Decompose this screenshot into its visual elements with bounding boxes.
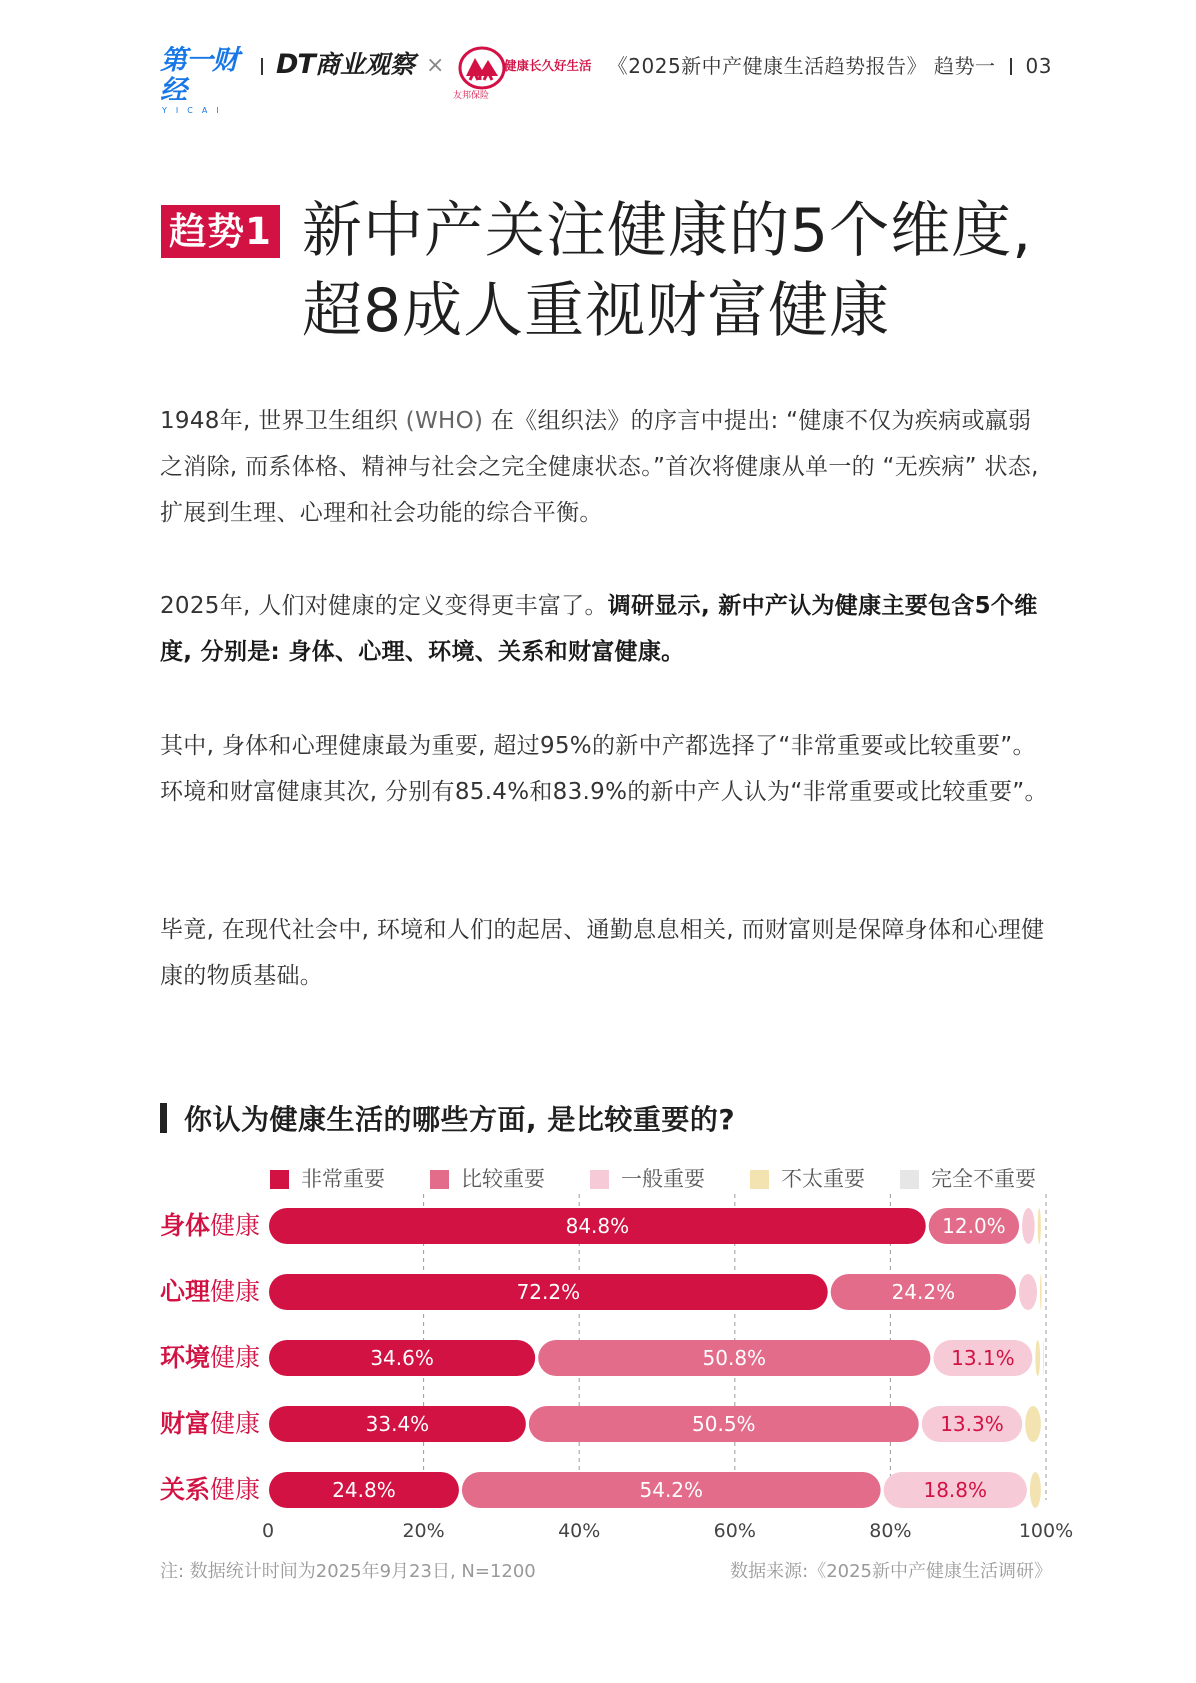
- data-label: 54.2%: [639, 1478, 704, 1502]
- yicai-logo-text: 第一财经: [160, 45, 238, 106]
- data-label: 72.2%: [516, 1280, 581, 1304]
- row-label-hl: 财富: [160, 1409, 211, 1438]
- page-title: [302, 191, 1062, 351]
- x-tick-label: 60%: [713, 1520, 756, 1542]
- data-label: 13.1%: [951, 1346, 1015, 1370]
- chart-source: 数据来源:《2025新中产健康生活调研》: [730, 1561, 1052, 1582]
- legend-swatch: [430, 1170, 449, 1189]
- legend-swatch: [270, 1170, 289, 1189]
- chart-title-marker: [160, 1103, 167, 1133]
- data-label: 33.4%: [365, 1412, 430, 1436]
- dt-logo-text: 商业观察: [314, 50, 415, 79]
- bar-segment: [1019, 1274, 1037, 1310]
- row-label-relationship: [160, 1474, 260, 1506]
- data-label: 13.3%: [940, 1412, 1004, 1436]
- row-label-hl: 环境: [160, 1343, 211, 1372]
- legend-item-important: [430, 1164, 545, 1194]
- row-label-environment: [160, 1342, 260, 1374]
- row-label-hl: 身体: [160, 1211, 211, 1240]
- page-number: 03: [1025, 54, 1052, 78]
- x-tick-label: 100%: [1018, 1520, 1074, 1542]
- p2-bold-text: 调研显示, 新中产认为健康主要包含5个维度, 分别是: 身体、心理、环境、关系和财富健康。: [160, 593, 1038, 665]
- row-label-rest: 健康: [210, 1277, 261, 1306]
- row-label-hl: 心理: [160, 1277, 211, 1306]
- p2-text: 2025年, 人们对健康的定义变得更丰富了。: [160, 593, 608, 619]
- row-label-mind: [160, 1276, 260, 1308]
- bar-segment: [1043, 1340, 1044, 1376]
- chart-note: 注: 数据统计时间为2025年9月23日, N=1200: [160, 1561, 536, 1582]
- paragraph-4: 毕竟, 在现代社会中, 环境和人们的起居、通勤息息相关, 而财富则是保障身体和心理健康的物质基础。: [160, 917, 1045, 989]
- data-label: 50.8%: [702, 1346, 767, 1370]
- row-label-rest: 健康: [210, 1211, 261, 1240]
- data-label: 50.5%: [692, 1412, 756, 1436]
- trend-badge: 趋势1: [161, 205, 280, 258]
- bar-segment: [1025, 1406, 1041, 1442]
- page-title-line-2: 超8成人重视财富健康: [302, 276, 891, 346]
- legend-label: 不太重要: [781, 1167, 865, 1191]
- aia-slogan: 健康长久好生活: [504, 58, 592, 73]
- dt-logo-mark: DT: [276, 49, 315, 80]
- data-label: 24.8%: [332, 1478, 396, 1502]
- paragraph-2: [160, 583, 1052, 675]
- data-label: 34.6%: [370, 1346, 434, 1370]
- header-divider: [1010, 58, 1012, 75]
- data-label: 18.8%: [923, 1478, 988, 1502]
- bar-segment: [1022, 1208, 1035, 1244]
- data-label: 84.8%: [565, 1214, 630, 1238]
- bar-segment: [1038, 1208, 1041, 1244]
- yicai-logo: [160, 45, 252, 115]
- legend-swatch: [900, 1170, 919, 1189]
- legend-label: 比较重要: [461, 1167, 545, 1191]
- legend-swatch: [590, 1170, 609, 1189]
- p1-who: (WHO): [405, 408, 484, 434]
- legend-swatch: [750, 1170, 769, 1189]
- legend-label: 完全不重要: [931, 1167, 1036, 1191]
- legend-label: 非常重要: [301, 1167, 385, 1191]
- bar-segment: [1030, 1472, 1041, 1508]
- data-label: 12.0%: [942, 1214, 1006, 1238]
- row-label-wealth: [160, 1408, 260, 1440]
- legend-label: 一般重要: [621, 1167, 705, 1191]
- x-tick-label: 40%: [558, 1520, 601, 1542]
- bar-segment: [1040, 1274, 1042, 1310]
- legend-item-very-important: [270, 1164, 385, 1194]
- yicai-logo-sub: YICAI: [162, 106, 228, 115]
- row-label-hl: 关系: [160, 1475, 211, 1504]
- row-label-rest: 健康: [210, 1475, 261, 1504]
- legend-item-not-at-all: [900, 1164, 1036, 1194]
- paragraph-3: 其中, 身体和心理健康最为重要, 超过95%的新中产都选择了“非常重要或比较重要”。环境和财富健康其次, 分别有85.4%和83.9%的新中产人认为“非常重要或比较重要”。: [160, 733, 1048, 805]
- row-label-body: [160, 1210, 260, 1242]
- aia-name: 友邦保险: [453, 91, 490, 101]
- collab-times-sign: ×: [426, 53, 445, 78]
- row-label-rest: 健康: [210, 1409, 261, 1438]
- chart-title: 你认为健康生活的哪些方面, 是比较重要的?: [184, 1103, 736, 1136]
- header-separator: [261, 58, 263, 75]
- x-tick-label: 80%: [869, 1520, 912, 1542]
- p1-text-b: 在《组织法》的序言中提出: “健康不仅为疾病或羸弱之消除, 而系体格、精神与社会之完全健康状态。”首次将健康从单一的 “无疾病” 状态, 扩展到生理、心理和社会功能的综合平衡。: [160, 408, 1039, 526]
- page-header: [160, 44, 1052, 115]
- report-title: 《2025新中产健康生活趋势报告》 趋势一: [607, 54, 996, 78]
- page-title-line-1: 新中产关注健康的5个维度,: [302, 196, 1033, 266]
- p1-text-a: 1948年, 世界卫生组织: [160, 408, 406, 434]
- legend-item-not-important: [750, 1164, 865, 1194]
- x-tick-label: 0: [261, 1520, 275, 1542]
- dt-logo: [276, 50, 415, 80]
- row-label-rest: 健康: [210, 1343, 261, 1372]
- bar-segment: [1035, 1340, 1040, 1376]
- paragraph-1: [160, 398, 1052, 536]
- legend-item-neutral: [590, 1164, 705, 1194]
- report-header-title: [608, 50, 1052, 79]
- x-tick-label: 20%: [402, 1520, 445, 1542]
- data-label: 24.2%: [891, 1280, 956, 1304]
